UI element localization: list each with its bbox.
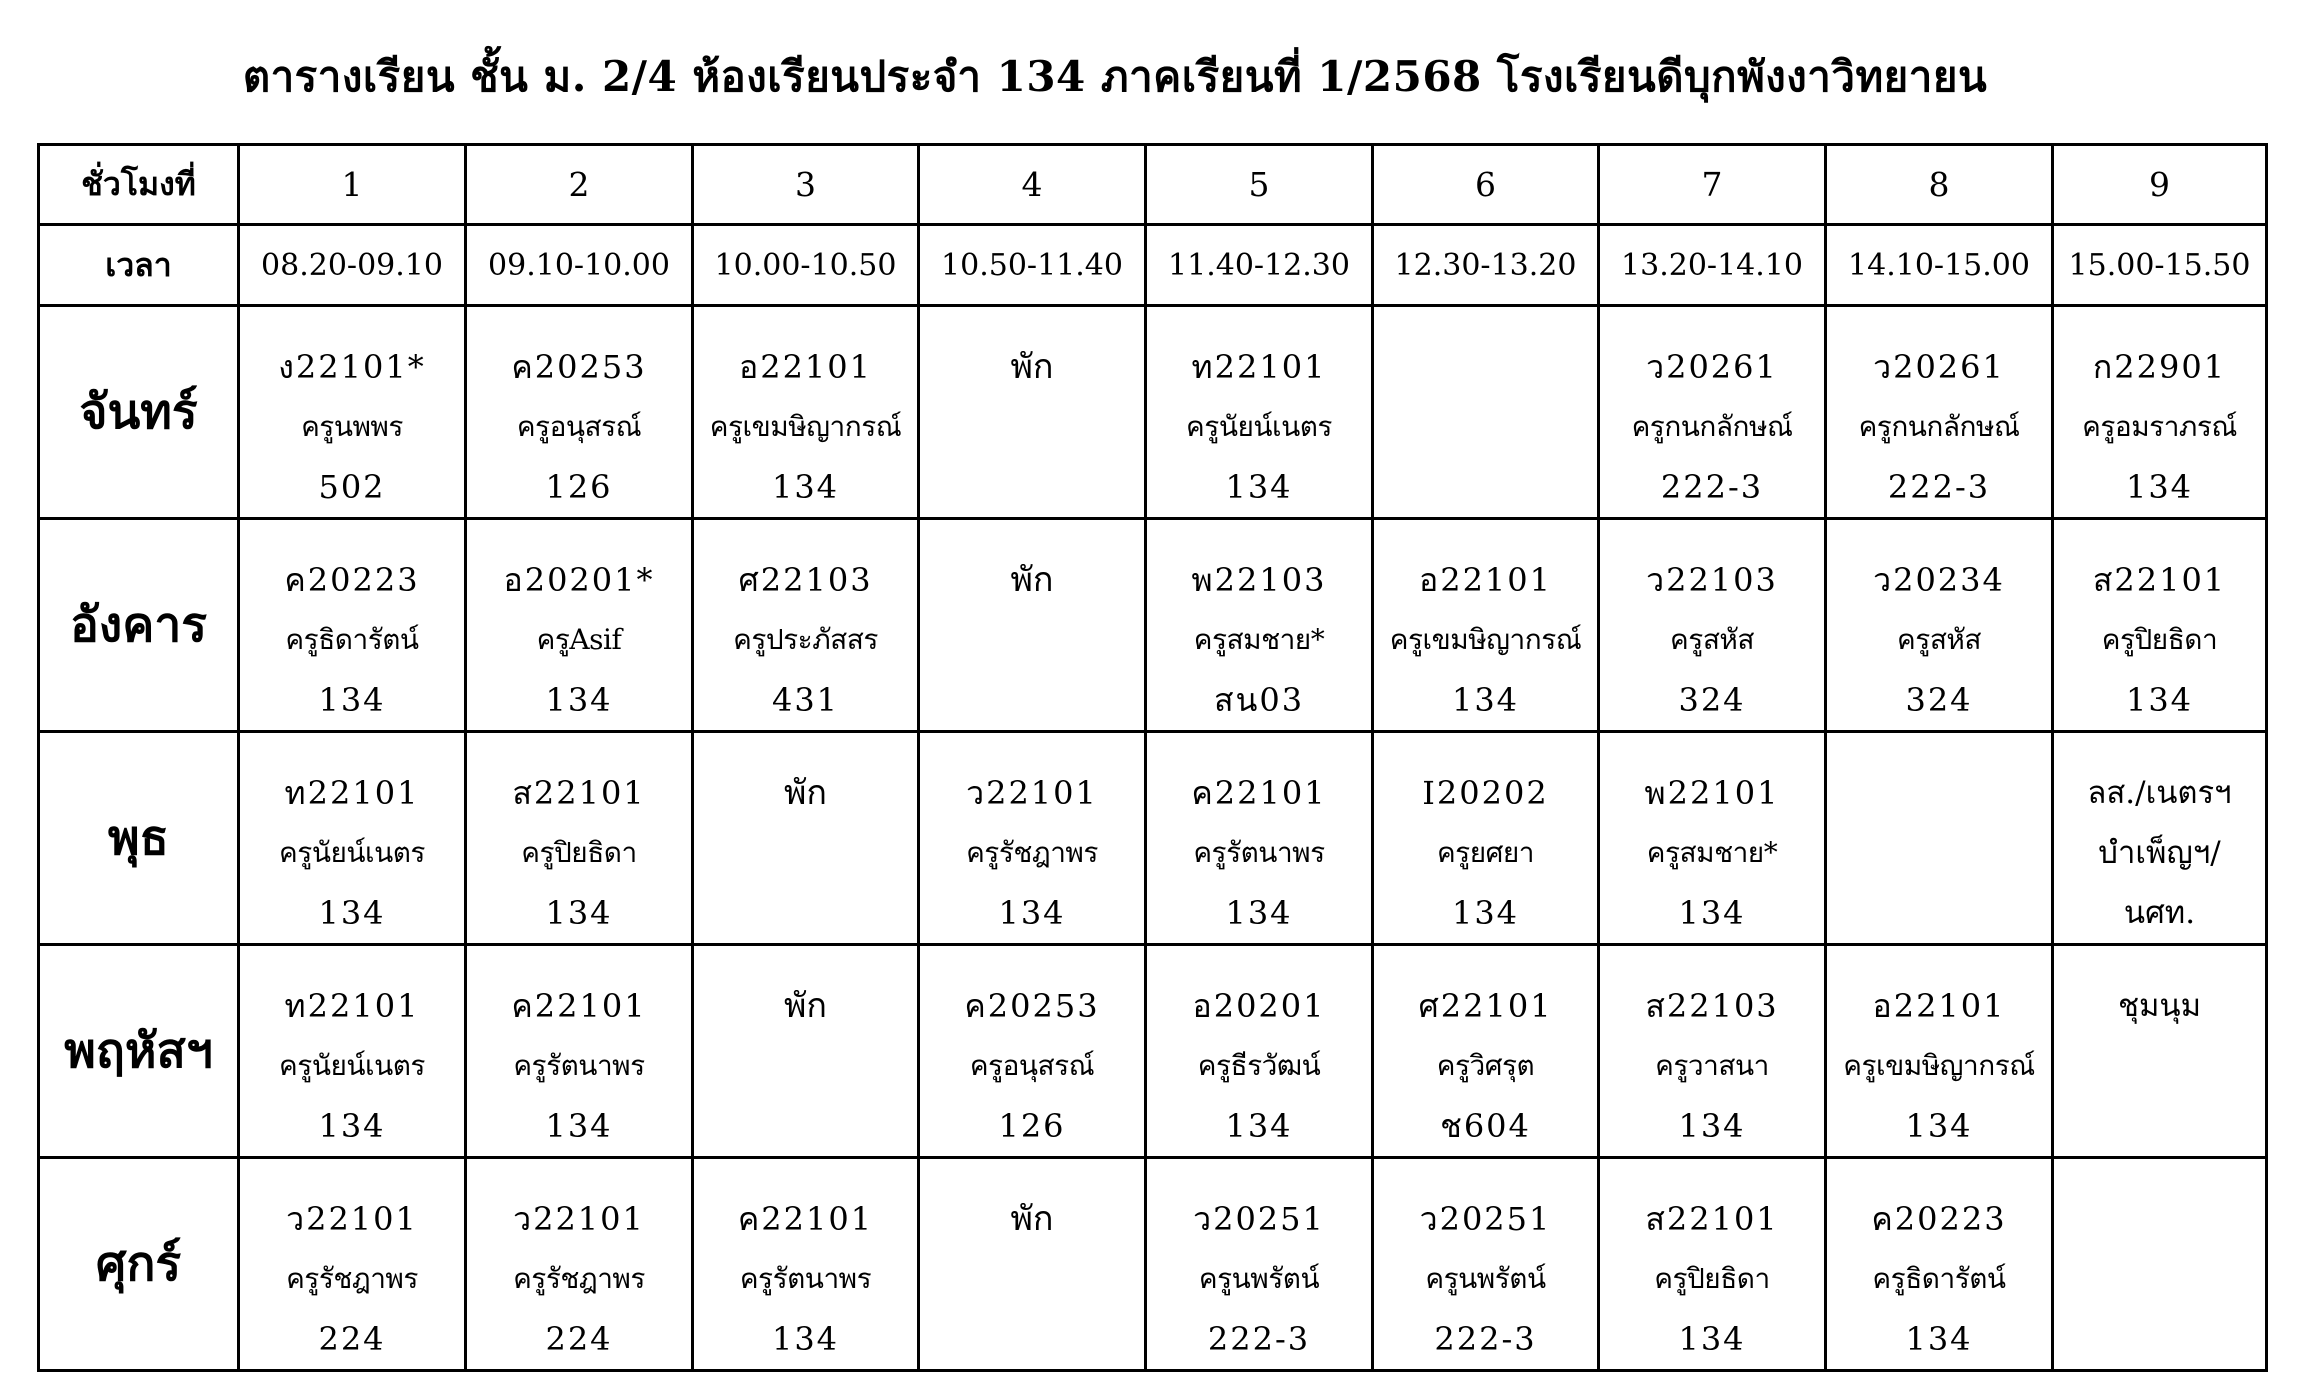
room-number: 134 [771, 468, 840, 506]
slot-content [2054, 1159, 2265, 1189]
teacher-name: ครูอมราภรณ์ [2082, 410, 2237, 443]
time-label: เวลา [39, 225, 239, 306]
timetable-cell [919, 306, 1146, 519]
timetable-cell [919, 945, 1146, 1158]
slot-content [694, 733, 917, 823]
timetable-cell [693, 732, 919, 945]
teacher-name: ครูสมชาย* [1193, 623, 1325, 656]
timetable-cell [2053, 945, 2267, 1158]
timetable-cell [466, 732, 693, 945]
room-number: 134 [1905, 1107, 1973, 1145]
teacher-name: ครูเขมษิญากรณ์ [1843, 1049, 2035, 1082]
slot-content [2054, 733, 2265, 943]
slot-content [2054, 520, 2265, 730]
timetable-cell [2053, 1158, 2267, 1371]
timetable-cell [1826, 1158, 2053, 1371]
day-row [39, 306, 2267, 519]
room-number: 126 [998, 1107, 1066, 1145]
period-number: 1 [239, 145, 466, 225]
slot-content [1147, 307, 1371, 517]
period-number: 4 [919, 145, 1146, 225]
timetable-cell [919, 1158, 1146, 1371]
timetable-cell [239, 945, 466, 1158]
room-number: 224 [545, 1320, 613, 1358]
slot-content [1827, 307, 2051, 517]
period-header-row [39, 145, 2267, 225]
subject-code: ว20261 [1646, 348, 1778, 386]
slot-content [920, 733, 1144, 943]
subject-code: ค22101 [737, 1200, 874, 1238]
timetable-cell [1146, 306, 1373, 519]
period-time: 12.30-13.20 [1373, 225, 1599, 306]
timetable-cell [1373, 519, 1599, 732]
day-name: พุธ [39, 732, 239, 945]
subject-code: ค22101 [511, 987, 647, 1025]
day-name: พฤหัสฯ [39, 945, 239, 1158]
room-number: 134 [1451, 681, 1520, 719]
subject-code: ส22101 [2092, 561, 2227, 599]
day-name: จันทร์ [39, 306, 239, 519]
slot-content [920, 307, 1144, 397]
timetable-cell [1826, 306, 2053, 519]
timetable-cell [466, 945, 693, 1158]
slot-content [2054, 307, 2265, 517]
subject-code: ส22101 [1645, 1200, 1779, 1238]
period-time: 08.20-09.10 [239, 225, 466, 306]
teacher-name: ครูกนกลักษณ์ [1631, 410, 1793, 443]
slot-content [467, 946, 691, 1156]
slot-content [1827, 520, 2051, 730]
subject-code: ค22101 [1191, 774, 1327, 812]
room-number: 134 [545, 1107, 613, 1145]
slot-content [240, 733, 464, 943]
teacher-name: ครูประภัสสร [733, 623, 878, 656]
room-number: 134 [1225, 894, 1293, 932]
teacher-name: ครูนพพร [301, 410, 403, 443]
room-number: 134 [1905, 1320, 1973, 1358]
room-number: สน03 [1213, 681, 1305, 719]
timetable-cell [919, 519, 1146, 732]
subject-code: อ20201 [1192, 987, 1326, 1025]
period-time: 10.50-11.40 [919, 225, 1146, 306]
slot-content [1374, 733, 1597, 943]
timetable-cell [1373, 945, 1599, 1158]
room-number: 134 [1678, 1320, 1746, 1358]
day-row [39, 519, 2267, 732]
subject-code: ท22101 [284, 774, 420, 812]
period-time: 09.10-10.00 [466, 225, 693, 306]
period-time: 11.40-12.30 [1146, 225, 1373, 306]
slot-content [1600, 520, 1824, 730]
slot-content [467, 733, 691, 943]
subject-code: ว20251 [1419, 1200, 1552, 1238]
room-number: 134 [771, 1320, 840, 1358]
subject-code: ว20261 [1873, 348, 2005, 386]
slot-content [1374, 1159, 1597, 1369]
subject-code: ว22101 [286, 1200, 418, 1238]
slot-content [1147, 1159, 1371, 1369]
day-row [39, 732, 2267, 945]
teacher-name: ครูปิยธิดา [1654, 1262, 1770, 1295]
break-label: พัก [1010, 347, 1054, 387]
slot-content [1600, 1159, 1824, 1369]
room-number: 224 [318, 1320, 386, 1358]
teacher-name: ครูธิดารัตน์ [285, 623, 419, 656]
slot-content [2054, 946, 2265, 1036]
timetable-cell [1146, 519, 1373, 732]
room-number: 502 [318, 468, 386, 506]
teacher-name: ครูนพรัตน์ [1198, 1262, 1320, 1295]
room-number: 134 [1678, 894, 1746, 932]
room-number: 134 [2125, 681, 2194, 719]
room-number: 222-3 [1434, 1320, 1537, 1358]
day-row [39, 945, 2267, 1158]
slot-content [1827, 733, 2051, 763]
teacher-name: ครูสมชาย* [1646, 836, 1778, 869]
teacher-name: ครูเขมษิญากรณ์ [1389, 623, 1582, 656]
slot-content [1827, 946, 2051, 1156]
activity-line: ลส./เนตรฯ [2087, 775, 2232, 811]
timetable-cell [1373, 1158, 1599, 1371]
period-label: ชั่วโมงที่ [39, 145, 239, 225]
break-label: พัก [784, 773, 827, 813]
room-number: 134 [2125, 468, 2194, 506]
slot-content [1827, 1159, 2051, 1369]
room-number: 134 [998, 894, 1066, 932]
teacher-name: ครูรัตนาพร [513, 1049, 645, 1082]
time-header-row [39, 225, 2267, 306]
timetable-cell [1599, 945, 1826, 1158]
subject-code: ศ22103 [738, 561, 873, 599]
day-name: อังคาร [39, 519, 239, 732]
room-number: 324 [1905, 681, 1973, 719]
room-number: 134 [1225, 1107, 1293, 1145]
slot-content [920, 946, 1144, 1156]
timetable-cell [693, 306, 919, 519]
timetable-cell [693, 519, 919, 732]
teacher-name: ครูนัยน์เนตร [1186, 410, 1332, 443]
timetable-cell [2053, 519, 2267, 732]
teacher-name: ครูยศยา [1436, 836, 1535, 869]
slot-content [1374, 307, 1597, 337]
timetable-cell [239, 519, 466, 732]
timetable-cell [1599, 1158, 1826, 1371]
timetable-cell [1373, 732, 1599, 945]
timetable-cell [919, 732, 1146, 945]
subject-code: I20202 [1422, 774, 1549, 812]
slot-content [920, 520, 1144, 610]
teacher-name: ครูวาสนา [1655, 1049, 1769, 1082]
room-number: 222-3 [1207, 1320, 1311, 1358]
room-number: 222-3 [1660, 468, 1764, 506]
subject-code: พ22103 [1191, 561, 1327, 599]
subject-code: ค20223 [1871, 1200, 2007, 1238]
subject-code: ว20234 [1873, 561, 2005, 599]
slot-content [1147, 520, 1371, 730]
period-number: 8 [1826, 145, 2053, 225]
teacher-name: ครูAsif [536, 623, 622, 656]
activity-line: นศท. [2123, 895, 2196, 931]
room-number: 134 [545, 681, 613, 719]
timetable-cell [239, 1158, 466, 1371]
slot-content [1600, 733, 1824, 943]
timetable-cell [1826, 945, 2053, 1158]
slot-content [240, 307, 464, 517]
teacher-name: ครูวิศรุต [1436, 1049, 1535, 1082]
period-number: 9 [2053, 145, 2267, 225]
teacher-name: ครูรัตนาพร [1193, 836, 1325, 869]
subject-code: อ22101 [1872, 987, 2006, 1025]
slot-content [694, 1159, 917, 1369]
room-number: 134 [318, 1107, 386, 1145]
period-number: 7 [1599, 145, 1826, 225]
slot-content [694, 946, 917, 1036]
subject-code: ค20223 [284, 561, 420, 599]
slot-content [694, 307, 917, 517]
timetable-cell [1599, 519, 1826, 732]
timetable-cell [1146, 732, 1373, 945]
subject-code: ว20251 [1193, 1200, 1325, 1238]
slot-content [1374, 946, 1597, 1156]
subject-code: อ22101 [738, 348, 872, 386]
period-number: 2 [466, 145, 693, 225]
slot-content [240, 1159, 464, 1369]
slot-content [920, 1159, 1144, 1249]
period-time: 13.20-14.10 [1599, 225, 1826, 306]
slot-content [694, 520, 917, 730]
subject-code: ท22101 [1191, 348, 1327, 386]
subject-code: อ20201* [503, 561, 655, 599]
timetable-cell [1599, 732, 1826, 945]
room-number: 134 [1225, 468, 1293, 506]
room-number: 126 [545, 468, 613, 506]
slot-content [1147, 946, 1371, 1156]
slot-content [467, 520, 691, 730]
room-number: 431 [771, 681, 840, 719]
timetable-cell [693, 945, 919, 1158]
timetable-cell [466, 306, 693, 519]
teacher-name: ครูรัชฎาพร [286, 1262, 418, 1295]
subject-code: ว22101 [966, 774, 1098, 812]
teacher-name: ครูสหัส [1670, 623, 1754, 656]
timetable-cell [1146, 1158, 1373, 1371]
teacher-name: ครูนัยน์เนตร [279, 836, 425, 869]
slot-content [467, 1159, 691, 1369]
break-label: พัก [1010, 1199, 1054, 1239]
teacher-name: ครูกนกลักษณ์ [1858, 410, 2020, 443]
subject-code: ง22101* [278, 348, 426, 386]
teacher-name: ครูเขมษิญากรณ์ [709, 410, 902, 443]
timetable-cell [466, 519, 693, 732]
break-label: พัก [784, 986, 827, 1026]
page-title: ตารางเรียน ชั้น ม. 2/4 ห้องเรียนประจำ 134 ภาคเรียนที่ 1/2568 โรงเรียนดีบุกพังงาวิทยายน [242, 52, 1988, 101]
subject-code: ก22901 [2092, 348, 2227, 386]
subject-code: ศ22101 [1418, 987, 1553, 1025]
timetable-cell [1599, 306, 1826, 519]
period-number: 6 [1373, 145, 1599, 225]
subject-code: ค20253 [511, 348, 647, 386]
timetable-cell [1373, 306, 1599, 519]
subject-code: ค20253 [964, 987, 1100, 1025]
activity-line: บำเพ็ญฯ/ [2098, 835, 2221, 871]
subject-code: ว22103 [1646, 561, 1778, 599]
teacher-name: ครูนพรัตน์ [1425, 1262, 1546, 1295]
subject-code: ส22101 [512, 774, 646, 812]
teacher-name: ครูสหัส [1897, 623, 1981, 656]
teacher-name: ครูปิยธิดา [521, 836, 637, 869]
subject-code: ว22101 [513, 1200, 645, 1238]
teacher-name: ครูธิดารัตน์ [1872, 1262, 2006, 1295]
room-number: 134 [545, 894, 613, 932]
slot-content [1147, 733, 1371, 943]
period-number: 5 [1146, 145, 1373, 225]
teacher-name: ครูรัตนาพร [739, 1262, 872, 1295]
timetable-cell [1826, 732, 2053, 945]
teacher-name: ครูธีรวัฒน์ [1197, 1049, 1321, 1082]
room-number: 324 [1678, 681, 1746, 719]
slot-content [1374, 520, 1597, 730]
room-number: 134 [318, 894, 386, 932]
timetable-cell [2053, 732, 2267, 945]
room-number: 134 [1678, 1107, 1746, 1145]
slot-content [1600, 307, 1824, 517]
period-time: 15.00-15.50 [2053, 225, 2267, 306]
timetable-cell [693, 1158, 919, 1371]
teacher-name: ครูรัชฎาพร [966, 836, 1098, 869]
room-number: 222-3 [1887, 468, 1991, 506]
teacher-name: ครูรัชฎาพร [513, 1262, 645, 1295]
teacher-name: ครูอนุสรณ์ [969, 1049, 1095, 1082]
teacher-name: ครูนัยน์เนตร [279, 1049, 425, 1082]
timetable-cell [466, 1158, 693, 1371]
period-number: 3 [693, 145, 919, 225]
subject-code: ท22101 [284, 987, 420, 1025]
timetable-cell [1826, 519, 2053, 732]
day-name: ศุกร์ [39, 1158, 239, 1371]
subject-code: พ22101 [1644, 774, 1780, 812]
room-number: 134 [1451, 894, 1520, 932]
timetable-cell [1146, 945, 1373, 1158]
room-number: 134 [318, 681, 386, 719]
timetable [37, 143, 2268, 1372]
break-label: พัก [1010, 560, 1054, 600]
period-time: 14.10-15.00 [1826, 225, 2053, 306]
timetable-cell [239, 732, 466, 945]
teacher-name: ครูปิยธิดา [2101, 623, 2218, 656]
slot-content [240, 520, 464, 730]
timetable-cell [2053, 306, 2267, 519]
teacher-name: ครูอนุสรณ์ [516, 410, 642, 443]
subject-code: อ22101 [1418, 561, 1552, 599]
slot-content [240, 946, 464, 1156]
timetable-cell [239, 306, 466, 519]
slot-content [467, 307, 691, 517]
period-time: 10.00-10.50 [693, 225, 919, 306]
slot-content [1600, 946, 1824, 1156]
room-number: ช604 [1440, 1107, 1531, 1145]
subject-code: ส22103 [1645, 987, 1779, 1025]
day-row [39, 1158, 2267, 1371]
activity-label: ชุมนุม [2117, 988, 2202, 1024]
